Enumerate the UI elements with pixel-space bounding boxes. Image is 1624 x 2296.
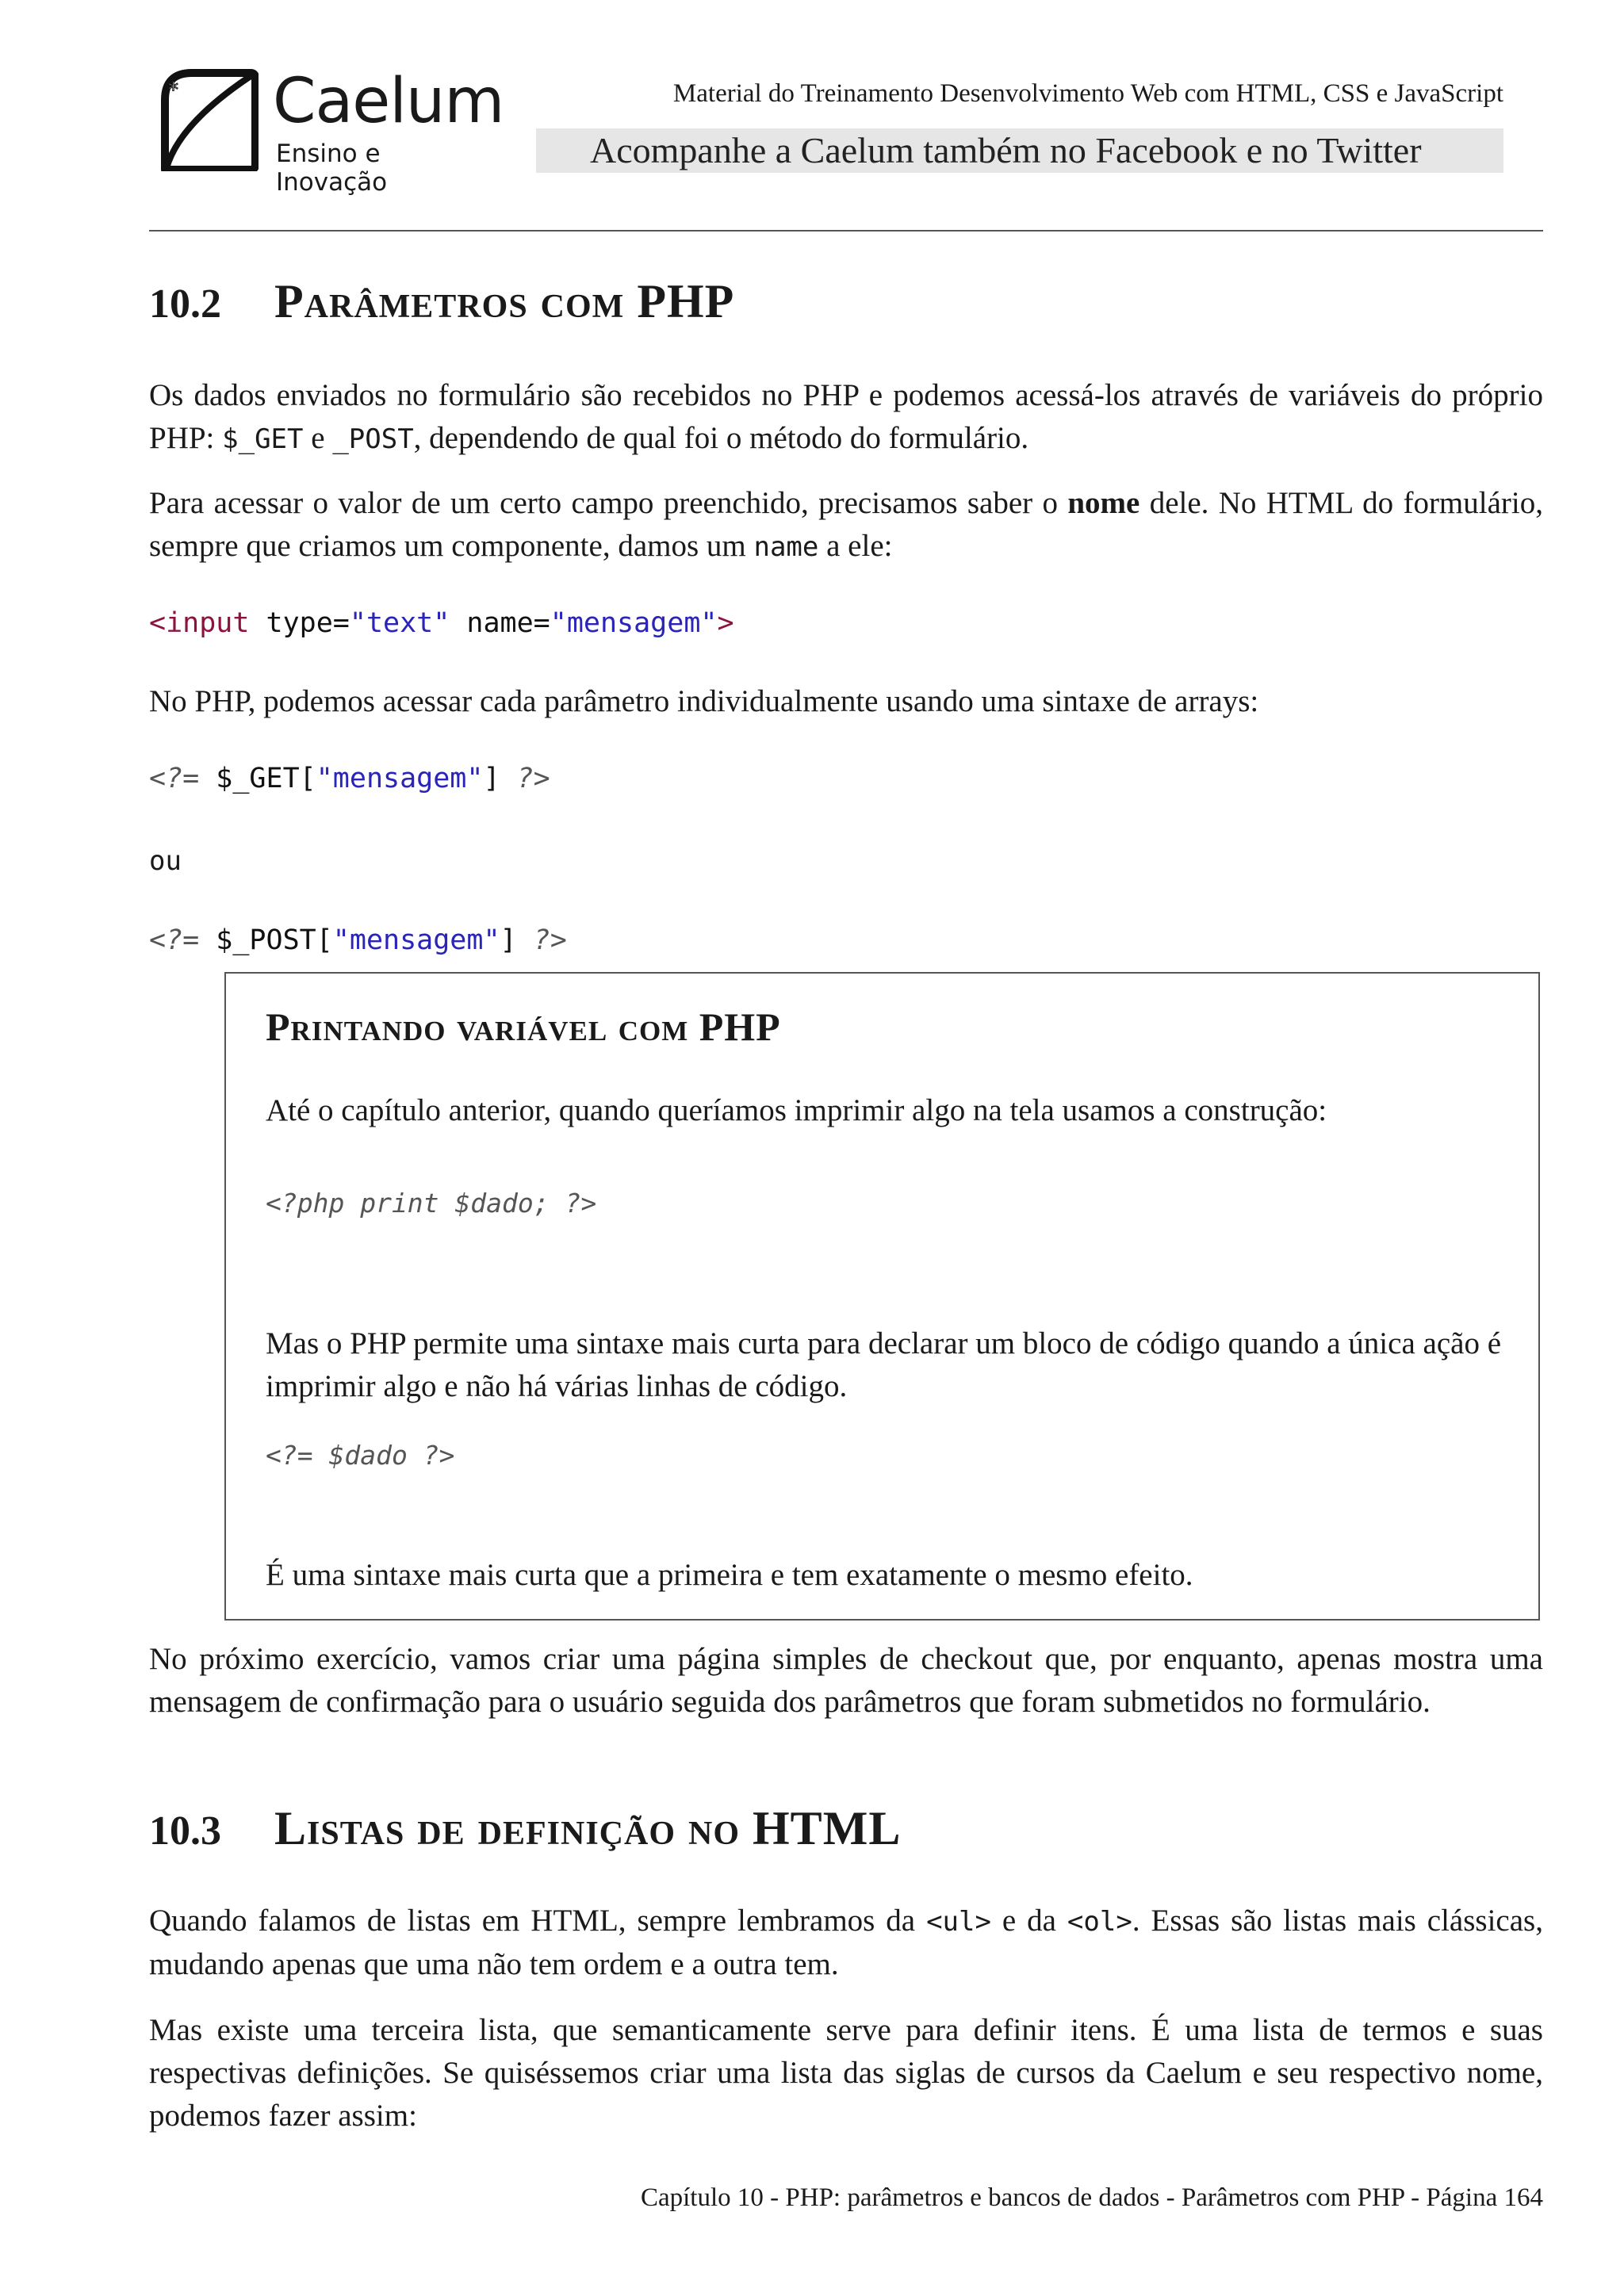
code-token: ] xyxy=(500,924,534,956)
text: dele. No HTML do formulário, sempre que criamos um componente, damos um xyxy=(149,486,1543,563)
tip-box-code: <?php print $dado; ?> xyxy=(266,1188,597,1219)
inline-code: <ol> xyxy=(1067,1906,1132,1938)
logo-mark-icon xyxy=(157,68,259,171)
section-heading-10-2 xyxy=(149,274,734,329)
code-token: ?> xyxy=(516,763,550,794)
tip-box-paragraph: Mas o PHP permite uma sintaxe mais curta para declarar um bloco de código quando a única ação é imprimir algo e não há várias linhas de código. xyxy=(266,1326,1502,1403)
logo-tagline: Ensino e Inovação xyxy=(276,140,388,197)
logo-name: Caelum xyxy=(273,66,504,137)
paragraph-intro xyxy=(149,374,1543,461)
header-material: Material do Treinamento Desenvolvimento Web com HTML, CSS e JavaScript xyxy=(672,79,1503,108)
code-token: "mensagem" xyxy=(550,607,718,639)
svg-text:*: * xyxy=(168,78,178,102)
code-token: ] xyxy=(483,763,517,794)
code-token: <?= xyxy=(149,763,200,794)
text: Para acessar o valor de um certo campo preenchido, precisamos saber o xyxy=(149,486,1068,520)
tip-box-paragraph: É uma sintaxe mais curta que a primeira e tem exatamente o mesmo efeito. xyxy=(266,1558,1193,1592)
caelum-logo xyxy=(157,66,504,197)
code-get-example xyxy=(149,761,550,796)
section-number: 10.3 xyxy=(149,1808,221,1854)
paragraph-name-attr xyxy=(149,482,1543,568)
inline-code: name xyxy=(753,531,819,563)
code-token: $_POST[ xyxy=(199,924,333,956)
code-token: "mensagem" xyxy=(316,763,484,794)
text: . Essas são listas mais clássicas, mudando apenas que uma não tem ordem e a outra tem. xyxy=(149,1904,1543,1981)
inline-code: _POST xyxy=(332,423,414,455)
section-title: Parâmetros com PHP xyxy=(274,275,735,327)
code-input-example xyxy=(149,606,734,641)
text: e xyxy=(303,421,333,455)
code-token: name= xyxy=(450,607,550,639)
code-token: $_GET[ xyxy=(199,763,316,794)
header-divider xyxy=(149,230,1543,232)
code-token: > xyxy=(717,607,734,639)
section-title: Listas de definição no HTML xyxy=(274,1802,902,1854)
section-heading-10-3 xyxy=(149,1801,901,1856)
code-token: <input xyxy=(149,607,250,639)
header-social-banner xyxy=(536,128,1503,173)
tip-box-code: <?= $dado ?> xyxy=(266,1440,455,1471)
code-token: "mensagem" xyxy=(332,924,500,956)
header-social-text: Acompanhe a Caelum também no Facebook e no Twitter xyxy=(590,130,1422,170)
tip-box-paragraph: Até o capítulo anterior, quando queríamos imprimir algo na tela usamos a construção: xyxy=(266,1093,1327,1127)
text: e da xyxy=(990,1904,1067,1938)
section-number: 10.2 xyxy=(149,281,221,327)
paragraph-definition-list: Mas existe uma terceira lista, que semanticamente serve para definir itens. É uma lista de termos e suas respectivas definições. Se quiséssemos criar uma lista das siglas de cursos da Caelum e seu respectivo nome, podemos fazer assim: xyxy=(149,2013,1543,2133)
inline-code: $_GET xyxy=(222,423,304,455)
code-token: <?= xyxy=(149,924,200,956)
paragraph-next-exercise: No próximo exercício, vamos criar uma página simples de checkout que, por enquanto, apenas mostra uma mensagem de confirmação para o usuário seguida dos parâmetros que foram submetidos no formulário. xyxy=(149,1642,1543,1719)
code-token: ?> xyxy=(533,924,567,956)
text: Os dados enviados no formulário são recebidos no PHP e podemos acessá-los através de variáveis do próprio PHP: xyxy=(149,378,1543,455)
tip-box-title: Printando variável com PHP xyxy=(266,1004,781,1049)
inline-code: <ul> xyxy=(926,1906,991,1938)
tip-box xyxy=(224,972,1540,1621)
text: , dependendo de qual foi o método do formulário. xyxy=(413,421,1029,455)
text: Quando falamos de listas em HTML, sempre lembramos da xyxy=(149,1904,927,1938)
bold-text: nome xyxy=(1067,486,1140,520)
or-text: ou xyxy=(149,845,182,877)
text: a ele: xyxy=(818,529,893,563)
page-footer: Capítulo 10 - PHP: parâmetros e bancos de dados - Parâmetros com PHP - Página 164 xyxy=(640,2183,1543,2212)
paragraph-arrays: No PHP, podemos acessar cada parâmetro individualmente usando uma sintaxe de arrays: xyxy=(149,684,1259,718)
code-token: type= xyxy=(249,607,350,639)
code-token: "text" xyxy=(349,607,450,639)
code-post-example xyxy=(149,923,567,958)
paragraph-lists xyxy=(149,1900,1543,1986)
